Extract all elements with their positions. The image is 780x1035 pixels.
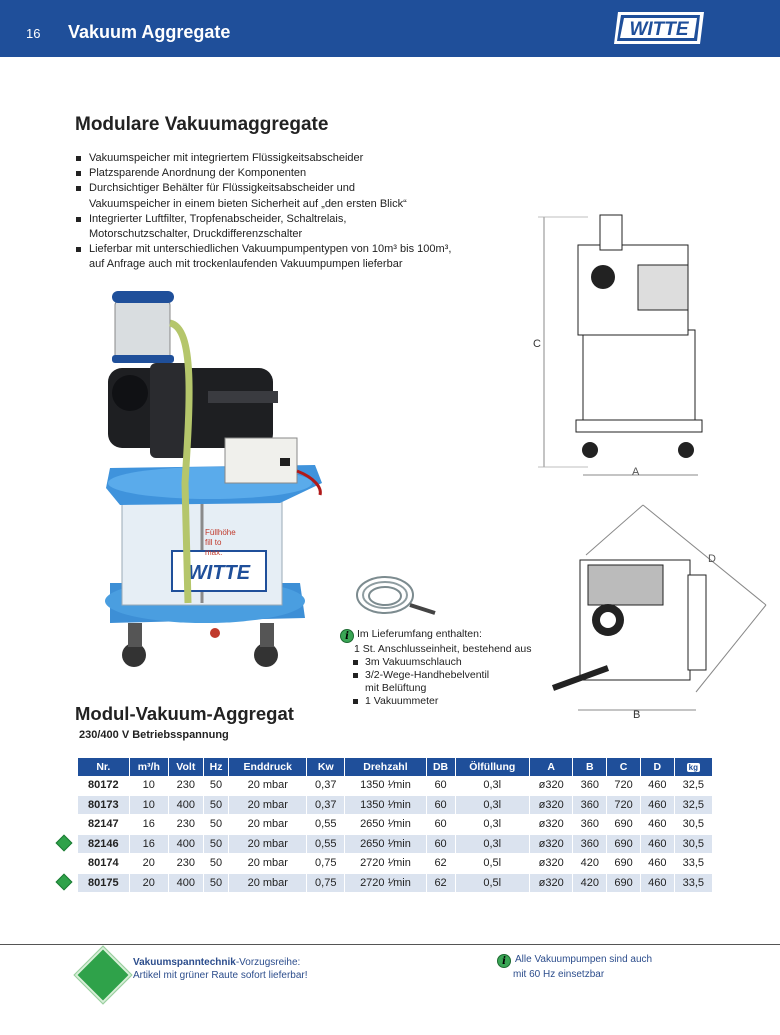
cell-d: 460 [641,796,674,816]
voltage-note: 230/400 V Betriebsspannung [79,729,229,741]
cell-d: 460 [641,854,674,874]
cell-c: 720 [607,796,640,816]
cell-kw: 0,37 [307,776,344,796]
cell-drehzahl: 2650 ¹⁄min [345,835,425,855]
cell-kg: 32,5 [675,776,712,796]
page-header [0,0,780,57]
page-title: Vakuum Aggregate [68,22,231,42]
col-a: A [530,758,573,776]
hose-accessory-image [350,565,440,635]
feature-item: Vakuumspeicher mit integriertem Flüssigkeitsabscheider [75,151,495,166]
cell-volt: 230 [169,854,203,874]
feature-item: Integrierter Luftfilter, Tropfenabscheider, Schaltrelais, Motorschutzschalter, Druckdifferenzschalter [75,212,495,242]
svg-text:max.: max. [205,548,223,557]
witte-logo [612,10,706,46]
feature-item: Platzsparende Anordnung der Komponenten [75,166,495,181]
col-db: DB [427,758,455,776]
footer-legend: Vakuumspanntechnik-Vorzugsreihe: Artikel mit grüner Raute sofort lieferbar! [133,957,308,981]
cell-hz: 50 [204,835,229,855]
cell-b: 420 [573,874,606,894]
cell-enddruck: 20 mbar [229,796,306,816]
col-d: D [641,758,674,776]
cell-volt: 400 [169,835,203,855]
cell-b: 420 [573,854,606,874]
cell-db: 60 [427,815,455,835]
cell-c: 690 [607,854,640,874]
col-flow: m³/h [130,758,168,776]
cell-b: 360 [573,815,606,835]
cell-kw: 0,37 [307,796,344,816]
cell-m3h: 20 [130,854,168,874]
cell-a: ø320 [530,854,573,874]
cell-kw: 0,55 [307,815,344,835]
svg-text:fill to: fill to [205,538,222,547]
svg-text:B: B [633,709,641,720]
cell-volt: 230 [169,776,203,796]
cell-nr: 80174 [78,854,129,874]
feature-item: Durchsichtiger Behälter für Flüssigkeitsabscheider und Vakuumspeicher in einem bieten Sicherheit auf „den ersten Blick“ [75,181,495,211]
cell-drehzahl: 2650 ¹⁄min [345,815,425,835]
scope-of-delivery [340,628,531,708]
cell-a: ø320 [530,874,573,894]
cell-hz: 50 [204,874,229,894]
cell-kg: 32,5 [675,796,712,816]
spec-table [77,758,713,893]
table-row [78,854,712,874]
feature-list [75,151,495,273]
cell-kw: 0,75 [307,854,344,874]
cell-kg: 33,5 [675,874,712,894]
cell-c: 720 [607,776,640,796]
col-nr: Nr. [78,758,129,776]
cell-a: ø320 [530,776,573,796]
cell-db: 60 [427,835,455,855]
cell-enddruck: 20 mbar [229,835,306,855]
info-item: 3/2-Wege-Handhebelventil mit Belüftung [352,669,531,695]
cell-a: ø320 [530,796,573,816]
footer-info: i Alle Vakuumpumpen sind auch mit 60 Hz einsetzbar [497,953,652,981]
stock-diamond-icon [56,874,73,891]
svg-text:D: D [708,553,716,565]
info-item: 3m Vakuumschlauch [352,656,531,669]
col-oel: Ölfüllung [456,758,529,776]
cell-oel: 0,3l [456,796,529,816]
table-row [78,874,712,894]
svg-text:WITTE: WITTE [187,562,251,584]
col-enddruck: Enddruck [229,758,306,776]
cell-m3h: 10 [130,796,168,816]
stock-diamond-icon [75,947,132,1004]
cell-m3h: 16 [130,835,168,855]
cell-kw: 0,75 [307,874,344,894]
feature-item: Lieferbar mit unterschiedlichen Vakuumpumpentypen von 10m³ bis 100m³, auf Anfrage auch mit trockenlaufenden Vakuumpumpen lieferbar [75,242,495,272]
col-kw: Kw [307,758,344,776]
svg-text:C: C [533,338,541,350]
col-c: C [607,758,640,776]
cell-volt: 400 [169,874,203,894]
stock-diamond-icon [56,835,73,852]
table-header-row [78,758,712,776]
cell-kg: 30,5 [675,835,712,855]
cell-oel: 0,3l [456,815,529,835]
cell-oel: 0,3l [456,776,529,796]
cell-nr: 80173 [78,796,129,816]
cell-hz: 50 [204,796,229,816]
col-b: B [573,758,606,776]
cell-enddruck: 20 mbar [229,874,306,894]
cell-nr: 82147 [78,815,129,835]
page-number: 16 [26,26,41,41]
cell-enddruck: 20 mbar [229,854,306,874]
info-icon: i [340,629,354,643]
cell-kg: 33,5 [675,854,712,874]
cell-oel: 0,5l [456,854,529,874]
cell-b: 360 [573,796,606,816]
cell-b: 360 [573,835,606,855]
cell-c: 690 [607,815,640,835]
cell-d: 460 [641,776,674,796]
info-item: 1 Vakuummeter [352,695,531,708]
logo-text: WITTE [629,19,689,40]
table-row [78,835,712,855]
col-kg-icon [675,758,712,776]
table-row [78,796,712,816]
cell-hz: 50 [204,815,229,835]
info-line: 1 St. Anschlusseinheit, bestehend aus [354,643,532,655]
cell-d: 460 [641,874,674,894]
table-row [78,815,712,835]
cell-m3h: 16 [130,815,168,835]
svg-text:A: A [632,466,640,478]
cell-m3h: 10 [130,776,168,796]
front-view-drawing [528,205,718,485]
cell-enddruck: 20 mbar [229,815,306,835]
col-hz: Hz [204,758,229,776]
cell-hz: 50 [204,776,229,796]
cell-hz: 50 [204,854,229,874]
cell-db: 60 [427,796,455,816]
cell-kg: 30,5 [675,815,712,835]
info-icon: i [497,954,511,968]
cell-oel: 0,5l [456,874,529,894]
vacuum-unit-photo [90,283,330,673]
cell-d: 460 [641,835,674,855]
cell-drehzahl: 2720 ¹⁄min [345,874,425,894]
cell-kw: 0,55 [307,835,344,855]
cell-d: 460 [641,815,674,835]
cell-drehzahl: 1350 ¹⁄min [345,776,425,796]
cell-volt: 230 [169,815,203,835]
cell-c: 690 [607,835,640,855]
top-view-drawing [548,500,770,720]
info-list [352,656,531,708]
cell-nr: 82146 [78,835,129,855]
cell-oel: 0,3l [456,835,529,855]
footer-divider [0,944,780,945]
weight-icon: kg [688,763,698,772]
cell-db: 62 [427,874,455,894]
cell-nr: 80175 [78,874,129,894]
cell-b: 360 [573,776,606,796]
cell-db: 60 [427,776,455,796]
cell-m3h: 20 [130,874,168,894]
svg-text:Füllhöhe: Füllhöhe [205,528,236,537]
cell-a: ø320 [530,835,573,855]
col-volt: Volt [169,758,203,776]
info-heading: Im Lieferumfang enthalten: [357,628,482,640]
col-drehzahl: Drehzahl [345,758,425,776]
table-row [78,776,712,796]
cell-db: 62 [427,854,455,874]
cell-drehzahl: 2720 ¹⁄min [345,854,425,874]
cell-volt: 400 [169,796,203,816]
cell-enddruck: 20 mbar [229,776,306,796]
cell-nr: 80172 [78,776,129,796]
product-title: Modul-Vakuum-Aggregat [75,703,294,724]
cell-c: 690 [607,874,640,894]
cell-drehzahl: 1350 ¹⁄min [345,796,425,816]
section-title: Modulare Vakuumaggregate [75,114,329,135]
cell-a: ø320 [530,815,573,835]
